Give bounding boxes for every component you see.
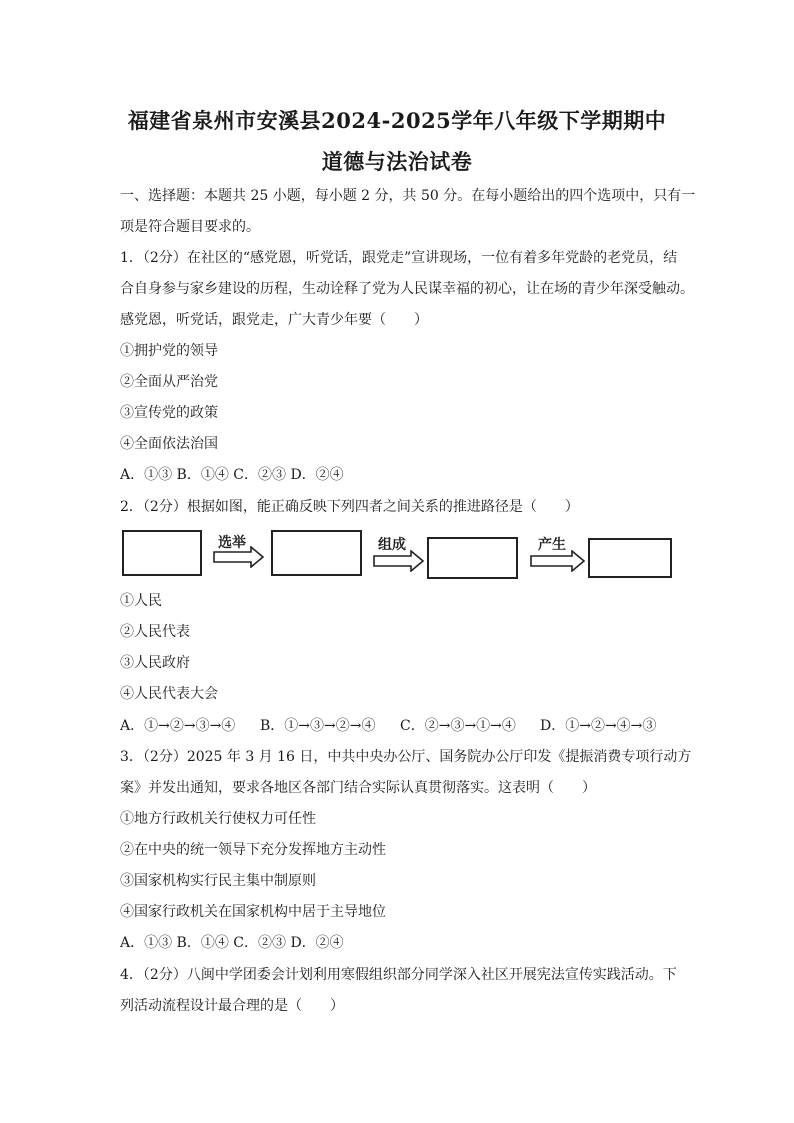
q3-item: ③国家机构实行民主集中制原则 [120,873,316,889]
q1-stem-cont: 感党恩，听党话，跟党走，广大青少年要（ ） [120,312,428,328]
q2-option-c: C．②→③→①→④ [400,718,516,734]
q1-stem-cont: 合自身参与家乡建设的历程，生动诠释了党为人民谋幸福的初心，让在场的青少年深受触动。 [120,281,694,297]
q2-option-d: D．①→②→④→③ [540,718,657,734]
q3-item: ①地方行政机关行使权力可任性 [120,811,316,827]
flow-box-1 [122,530,202,576]
flow-label-produce: 产生 [538,537,566,553]
q2-option-a: A．①→②→③→④ [120,718,236,734]
flow-label-compose: 组成 [378,537,406,553]
q2-stem: 2．（2分）根据如图，能正确反映下列四者之间关系的推进路径是（ ） [120,499,579,515]
q1-stem: 1．（2分）在社区的“感党恩，听党话，跟党走”宣讲现场，一位有着多年党龄的老党员，结 [120,250,678,266]
q1-item: ③宣传党的政策 [120,405,218,421]
section-instructions-cont: 项是符合题目要求的。 [120,219,260,235]
document-title-line1: 福建省泉州市安溪县2024-2025学年八年级下学期期中 [127,108,667,133]
document-title-line2: 道德与法治试卷 [321,149,473,174]
q2-item: ①人民 [120,593,162,609]
q3-stem: 3．（2分）2025 年 3 月 16 日，中共中央办公厅、国务院办公厅印发《提振消费专项行动方 [120,749,692,765]
q2-flow-diagram [120,530,680,590]
flow-box-4 [588,538,672,578]
q3-stem-cont: 案》并发出通知，要求各地区各部门结合实际认真贯彻落实。这表明（ ） [120,780,596,796]
q4-stem: 4．（2分）八闽中学团委会计划利用寒假组织部分同学深入社区开展宪法宣传实践活动。下 [120,967,677,983]
q1-item: ①拥护党的领导 [120,343,218,359]
flow-arrow-2 [373,550,425,572]
q4-stem-cont: 列活动流程设计最合理的是（ ） [120,998,344,1014]
q3-item: ④国家行政机关在国家机构中居于主导地位 [120,904,386,920]
q2-item: ②人民代表 [120,624,190,640]
q3-item: ②在中央的统一领导下充分发挥地方主动性 [120,842,386,858]
q1-item: ④全面依法治国 [120,436,218,452]
q2-item: ④人民代表大会 [120,686,218,702]
q1-answer-options: A．①③ B．①④ C．②③ D．②④ [120,467,344,483]
flow-arrow-3 [530,550,586,572]
flow-arrow-1 [213,546,265,568]
flow-box-3 [427,537,518,579]
q3-answer-options: A．①③ B．①④ C．②③ D．②④ [120,935,344,951]
section-instructions: 一、选择题：本题共 25 小题，每小题 2 分，共 50 分。在每小题给出的四个选项中，只有一 [120,188,696,204]
q2-option-b: B．①→③→②→④ [260,718,376,734]
flow-label-elect: 选举 [218,535,246,551]
flow-box-2 [271,530,362,576]
q2-item: ③人民政府 [120,655,190,671]
q2-answer-options [120,717,656,735]
q1-item: ②全面从严治党 [120,374,218,390]
